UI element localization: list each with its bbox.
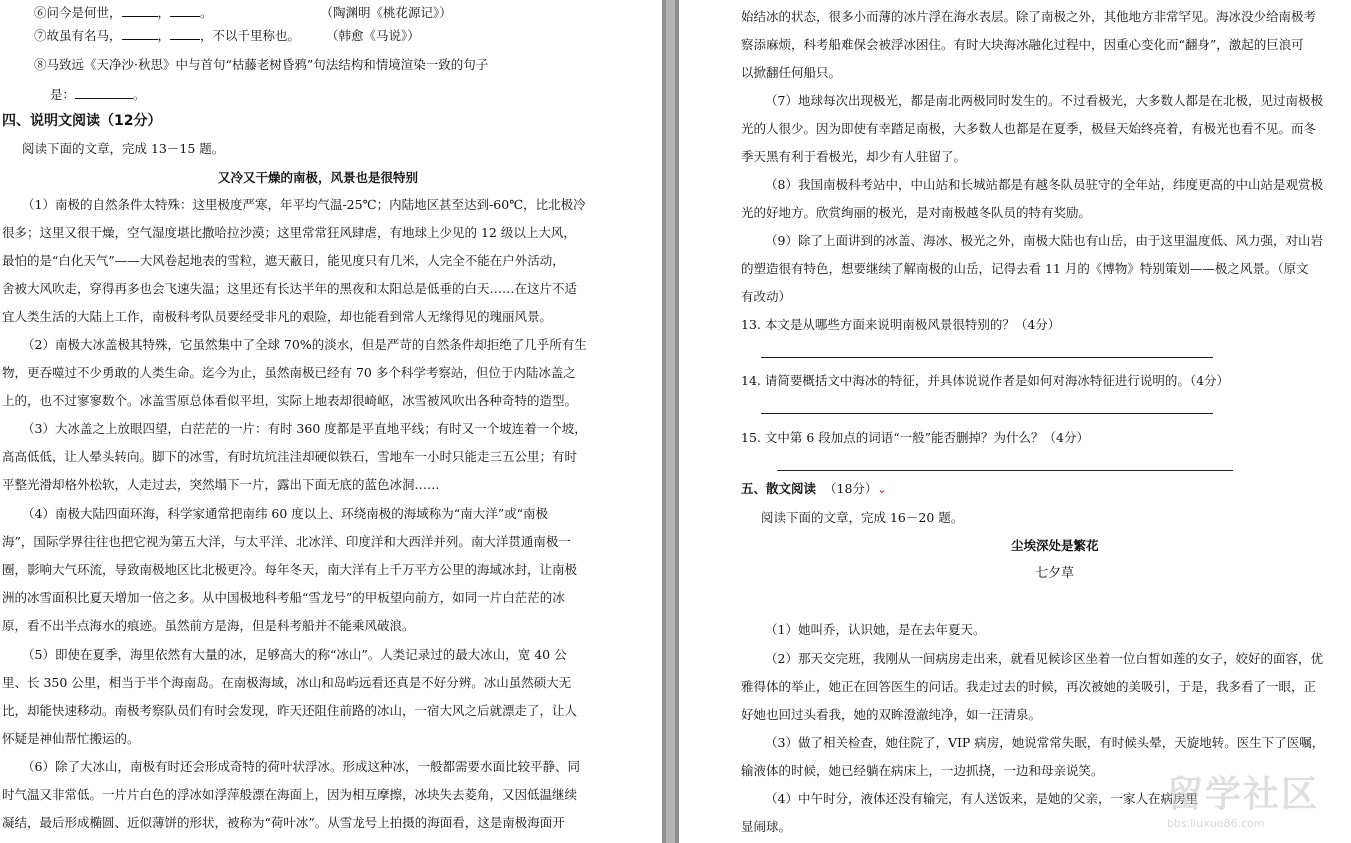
- answer-line[interactable]: [761, 413, 1213, 414]
- section-5-heading: 五、散文阅读 （18分）⌄: [741, 481, 887, 496]
- answer-blank[interactable]: [170, 27, 200, 40]
- answer-blank[interactable]: [122, 4, 158, 17]
- essay-author: 七夕草: [1035, 566, 1075, 581]
- paragraph-line: 圈，影响大气环流，导致南极地区比北极更冷。每年冬天，南大洋有上千万平方公里的海域冰封，让南极: [2, 562, 578, 577]
- essay-title: 尘埃深处是繁花: [1011, 538, 1099, 553]
- paragraph-line: （2）那天交完班，我刚从一间病房走出来，就看见候诊区坐着一位白皙如莲的女子，姣好的面容，优: [765, 651, 1323, 666]
- paragraph-line: 怀疑是神仙帮忙搬运的。: [2, 731, 140, 746]
- paragraph-line: 很多；这里又很干燥，空气湿度堪比撒哈拉沙漠；这里常常狂风肆虐，有地球上少见的 12 级以上大风，: [2, 225, 576, 240]
- section-5-instruction: 阅读下面的文章，完成 16－20 题。: [761, 510, 964, 525]
- document-page-right: [679, 0, 1351, 843]
- question-15: 15. 文中第 6 段加点的词语“一般”能否删掉？为什么？（4分）: [741, 430, 1089, 445]
- paragraph-line: 雅得体的举止，她正在回答医生的问话。我走过去的时候，再次被她的美吸引，于是，我多看了一眼，正: [741, 679, 1317, 694]
- paragraph-line: （8）我国南极科考站中，中山站和长城站都是有越冬队员驻守的全年站，纬度更高的中山站是观赏极: [765, 177, 1323, 192]
- paragraph-line: 原，看不出半点海水的痕迹。虽然前方是海，但是科考船并不能乘风破浪。: [2, 618, 415, 633]
- question-7: ⑦故虽有名马， ， ，不以千里称也。 （韩愈《马说》）: [34, 28, 420, 43]
- question-6: ⑥问今是何世， ， 。 （陶渊明《桃花源记》）: [34, 5, 452, 20]
- paragraph-line: （6）除了大冰山，南极有时还会形成奇特的荷叶状浮冰。形成这种冰，一般都需要水面比较平静、同: [22, 759, 580, 774]
- paragraph-line: （3）大冰盖之上放眼四望，白茫茫的一片：有时 360 度都是平直地平线；有时又一个坡连着一个坡，: [22, 421, 587, 436]
- site-watermark: 留学社区 bbs.liuxue86.com: [1167, 774, 1320, 830]
- paragraph-line: （2）南极大冰盖极其特殊，它虽然集中了全球 70%的淡水，但是严苛的自然条件却拒绝了几乎所有生: [22, 337, 587, 352]
- paragraph-line: （1）南极的自然条件太特殊：这里极度严寒，年平均气温-25℃；内陆地区甚至达到-60℃，比北极冷: [22, 197, 586, 212]
- paragraph-line: （1）她叫乔，认识她，是在去年夏天。: [765, 622, 986, 637]
- document-page-left: [0, 0, 662, 843]
- paragraph-line: 的塑造很有特色，想要继续了解南极的山岳，记得去看 11 月的《博物》特别策划——极之风景。（原文: [741, 261, 1309, 276]
- paragraph-line: 季天黑有利于看极光，却少有人驻留了。: [741, 149, 967, 164]
- answer-blank[interactable]: [75, 86, 133, 99]
- question-8-answer: 是： 。: [50, 87, 146, 102]
- paragraph-line: 凝结，最后形成椭圆、近似薄饼的形状，被称为“荷叶冰”。从雪龙号上拍摄的海面看，这是南极海面开: [2, 815, 565, 830]
- paragraph-line: 以掀翻任何船只。: [741, 65, 842, 80]
- paragraph-line: （7）地球每次出现极光，都是南北两极同时发生的。不过看极光，大多数人都是在北极，见过南极极: [765, 93, 1323, 108]
- section-4-heading: 四、说明文阅读（12分）: [2, 113, 162, 129]
- paragraph-line: （5）即使在夏季，海里依然有大量的冰，足够高大的称“冰山”。人类记录过的最大冰山，宽 40 公: [22, 647, 567, 662]
- paragraph-line: （9）除了上面讲到的冰盖、海冰、极光之外，南极大陆也有山岳，由于这里温度低、风力强，对山岩: [765, 233, 1323, 248]
- article-title: 又冷又干燥的南极，风景也是很特别: [218, 170, 419, 185]
- question-14: 14. 请简要概括文中海冰的特征，并具体说说作者是如何对海冰特征进行说明的。（4分）: [741, 373, 1230, 388]
- paragraph-line: 察添麻烦，科考船难保会被浮冰困住。有时大块海冰融化过程中，因重心变化而“翻身”，激起的巨浪可: [741, 37, 1304, 52]
- paragraph-line: 始结冰的状态，很多小而薄的冰片浮在海水表层。除了南极之外，其他地方非常罕见。海冰没少给南极考: [741, 9, 1317, 24]
- paragraph-line: （3）做了相关检查，她住院了，VIP 病房，她说常常失眠，有时候头晕，天旋地转。医生下了医嘱，: [765, 735, 1325, 750]
- paragraph-line: 物，更吞噬过不少勇敢的人类生命。迄今为止，虽然南极已经有 70 多个科学考察站，但位于内陆冰盖之: [2, 365, 576, 380]
- answer-line[interactable]: [761, 357, 1213, 358]
- paragraph-line: 最怕的是“白化天气”——大风卷起地表的雪粒，遮天蔽日，能见度只有几米，人完全不能在户外活动，: [2, 253, 565, 268]
- paragraph-line: 比，却能快速移动。南极考察队员们有时会发现，昨天还阻住前路的冰山，一宿大风之后就漂走了，让人: [2, 703, 578, 718]
- paragraph-line: 平整光滑却格外松软，人走过去，突然塌下一片，露出下面无底的蓝色冰洞……: [2, 477, 440, 492]
- paragraph-line: 显闹球。: [741, 819, 792, 834]
- cursor-caret-icon: ⌄: [877, 483, 887, 496]
- paragraph-line: 输液体的时候，她已经躺在病床上，一边抓挠，一边和母亲说笑。: [741, 763, 1104, 778]
- answer-blank[interactable]: [170, 4, 200, 17]
- paragraph-line: 舍被大风吹走，穿得再多也会飞速失温；这里还有长达半年的黑夜和太阳总是低垂的白天……在这片不适: [2, 281, 578, 296]
- paragraph-line: 光的人很少。因为即使有幸踏足南极，大多数人也都是在夏季，极昼天始终亮着，有极光也看不见。而冬: [741, 121, 1317, 136]
- paragraph-line: 光的好地方。欣赏绚丽的极光，是对南极越冬队员的特有奖励。: [741, 205, 1092, 220]
- paragraph-line: 时气温又非常低。一片片白色的浮冰如浮萍般漂在海面上，因为相互摩擦，冰块失去菱角，又因低温继续: [2, 787, 578, 802]
- paragraph-line: 海”，国际学界往往也把它视为第五大洋，与太平洋、北冰洋、印度洋和大西洋并列。南大洋贯通南极一: [2, 534, 571, 549]
- paragraph-line: 宜人类生活的大陆上工作，南极科考队员要经受非凡的艰险，却也能看到常人无缘得见的瑰丽风景。: [2, 309, 553, 324]
- paragraph-line: （4）南极大陆四面环海，科学家通常把南纬 60 度以上、环绕南极的海域称为“南大洋”或“南极: [22, 506, 548, 521]
- paragraph-line: 洲的冰雪面积比夏天增加一倍之多。从中国极地科考船“雪龙号”的甲板望向前方，如同一片白茫茫的冰: [2, 590, 565, 605]
- paragraph-line: （4）中午时分，液体还没有输完，有人送饭来，是她的父亲，一家人在病房里: [765, 791, 1198, 806]
- paragraph-line: 里、长 350 公里，相当于半个海南岛。在南极海域，冰山和岛屿远看还真是不好分辨。冰山虽然硕大无: [2, 675, 572, 690]
- answer-line[interactable]: [777, 470, 1233, 471]
- question-8: ⑧马致远《天净沙·秋思》中与首句“枯藤老树昏鸦”句法结构和情境渲染一致的句子: [34, 57, 489, 72]
- paragraph-line: 好她也回过头看我，她的双眸澄澈纯净，如一汪清泉。: [741, 707, 1042, 722]
- paragraph-line: 有改动）: [741, 289, 792, 304]
- question-13: 13. 本文是从哪些方面来说明南极风景很特别的？（4分）: [741, 317, 1061, 332]
- paragraph-line: 上的，也不过寥寥数个。冰盖雪原总体看似平坦，实际上地表却很崎岖，冰雪被风吹出各种奇特的造型。: [2, 393, 578, 408]
- paragraph-line: 高高低低，让人晕头转向。脚下的冰雪，有时坑坑洼洼却硬似铁石，雪地车一小时只能走三五公里；有时: [2, 449, 578, 464]
- answer-blank[interactable]: [122, 27, 158, 40]
- section-4-instruction: 阅读下面的文章，完成 13－15 题。: [22, 141, 225, 156]
- page-gap: [662, 0, 679, 843]
